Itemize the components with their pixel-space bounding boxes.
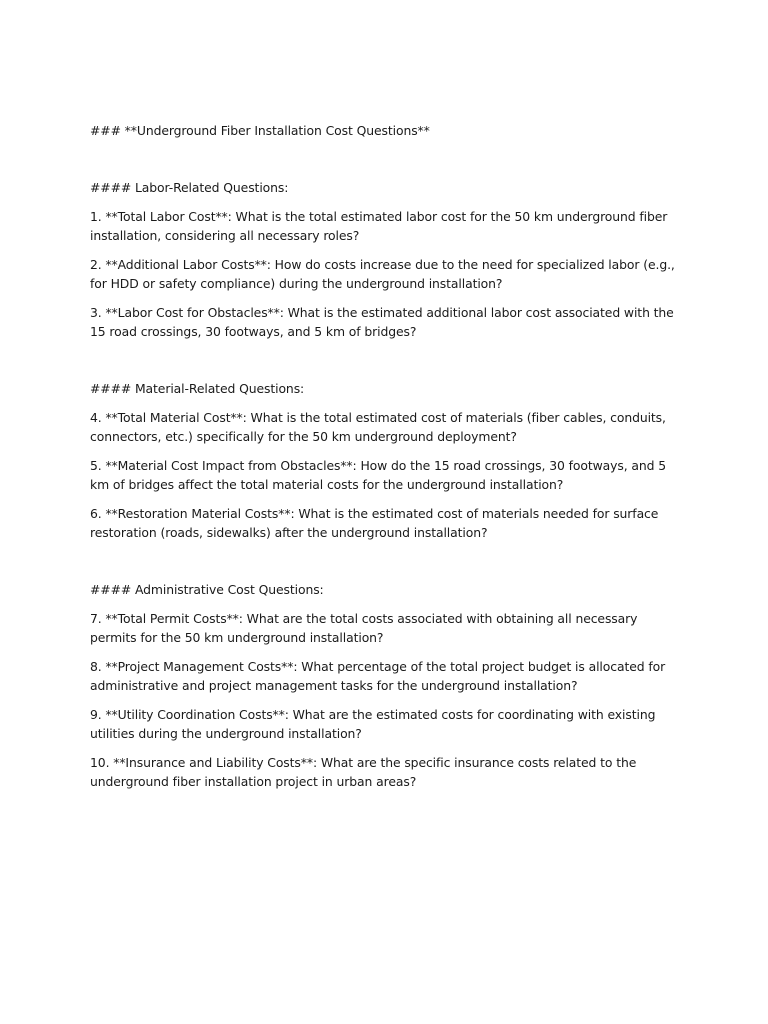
question-item-5: 5. **Material Cost Impact from Obstacles**: How do the 15 road crossings, 30 footways, and 5 km of bridges affect the total material costs for the underground installation? [90, 458, 667, 492]
section-heading-material: #### Material-Related Questions: [90, 381, 305, 396]
section-spacer [90, 552, 680, 580]
question-item-9: 9. **Utility Coordination Costs**: What are the estimated costs for coordinating with existing utilities during the underground installation? [90, 707, 656, 741]
question-item-2: 2. **Additional Labor Costs**: How do costs increase due to the need for specialized labor (e.g., for HDD or safety compliance) during the underground installation? [90, 257, 675, 291]
question-item-3: 3. **Labor Cost for Obstacles**: What is the estimated additional labor cost associated with the 15 road crossings, 30 footways, and 5 km of bridges? [90, 305, 674, 339]
section-heading-administrative: #### Administrative Cost Questions: [90, 582, 324, 597]
section-heading-labor: #### Labor-Related Questions: [90, 180, 289, 195]
question-item-6: 6. **Restoration Material Costs**: What is the estimated cost of materials needed for surface restoration (roads, sidewalks) after the underground installation? [90, 506, 659, 540]
section-material [90, 379, 680, 542]
section-administrative [90, 580, 680, 791]
question-item-7: 7. **Total Permit Costs**: What are the total costs associated with obtaining all necessary permits for the 50 km underground installation? [90, 611, 638, 645]
question-item-1: 1. **Total Labor Cost**: What is the total estimated labor cost for the 50 km underground fiber installation, considering all necessary roles? [90, 209, 668, 243]
question-item-10: 10. **Insurance and Liability Costs**: What are the specific insurance costs related to the underground fiber installation project in urban areas? [90, 755, 637, 789]
section-spacer [90, 351, 680, 379]
question-item-4: 4. **Total Material Cost**: What is the total estimated cost of materials (fiber cables, conduits, connectors, etc.) specifically for the 50 km underground deployment? [90, 410, 666, 444]
document-title: ### **Underground Fiber Installation Cost Questions** [90, 123, 430, 138]
section-labor [90, 178, 680, 341]
document-body [90, 121, 680, 801]
question-item-8: 8. **Project Management Costs**: What percentage of the total project budget is allocated for administrative and project management tasks for the underground installation? [90, 659, 666, 693]
